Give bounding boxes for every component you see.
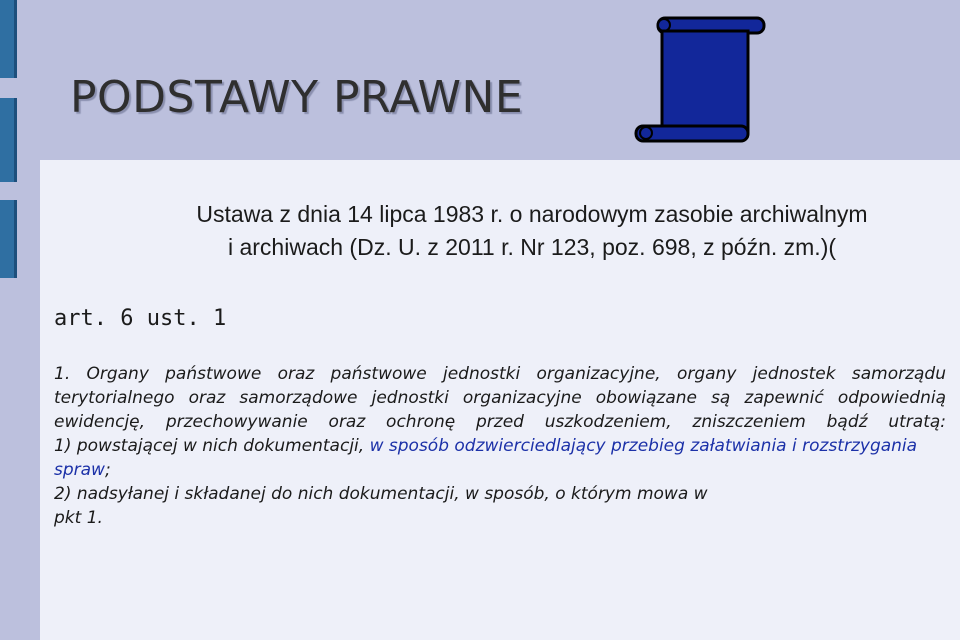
article-reference: art. 6 ust. 1 [54,306,227,331]
sidebar-tab [0,0,17,78]
subpoint-1-highlight: w sposób odzwierciedlający przebieg załatwiania i rozstrzygania spraw [54,436,918,480]
scroll-icon [632,14,768,144]
provision-subpoint-1 [54,434,946,482]
provision-point-1: 1. Organy państwowe oraz państwowe jednostki organizacyjne, organy jednostek samorządu terytorialnego oraz samorządowe jednostki organizacyjne obowiązane są zapewnić odpowiednią ewidencję, przechowywanie oraz ochronę przed uszkodzeniem, zniszczeniem bądź utratą: [54,364,946,432]
subpoint-1-end: ; [104,460,111,480]
act-title-line1: Ustawa z dnia 14 lipca 1983 r. o narodowym zasobie archiwalnym [196,201,868,227]
subpoint-2-line2: pkt 1. [54,508,103,528]
act-title [152,198,912,264]
provision-subpoint-2 [54,482,946,530]
sidebar-tab [0,200,17,278]
sidebar-tab [0,98,17,182]
slide-title: PODSTAWY PRAWNE [70,72,524,123]
sidebar-tabs [0,0,18,640]
subpoint-2-line1: 2) nadsyłanej i składanej do nich dokumentacji, w sposób, o którym mowa w [54,484,708,504]
act-title-line2: i archiwach (Dz. U. z 2011 r. Nr 123, poz. 698, z późn. zm.)( [227,234,837,260]
subpoint-1-text: 1) powstającej w nich dokumentacji, [54,436,370,456]
legal-provision [54,362,946,530]
